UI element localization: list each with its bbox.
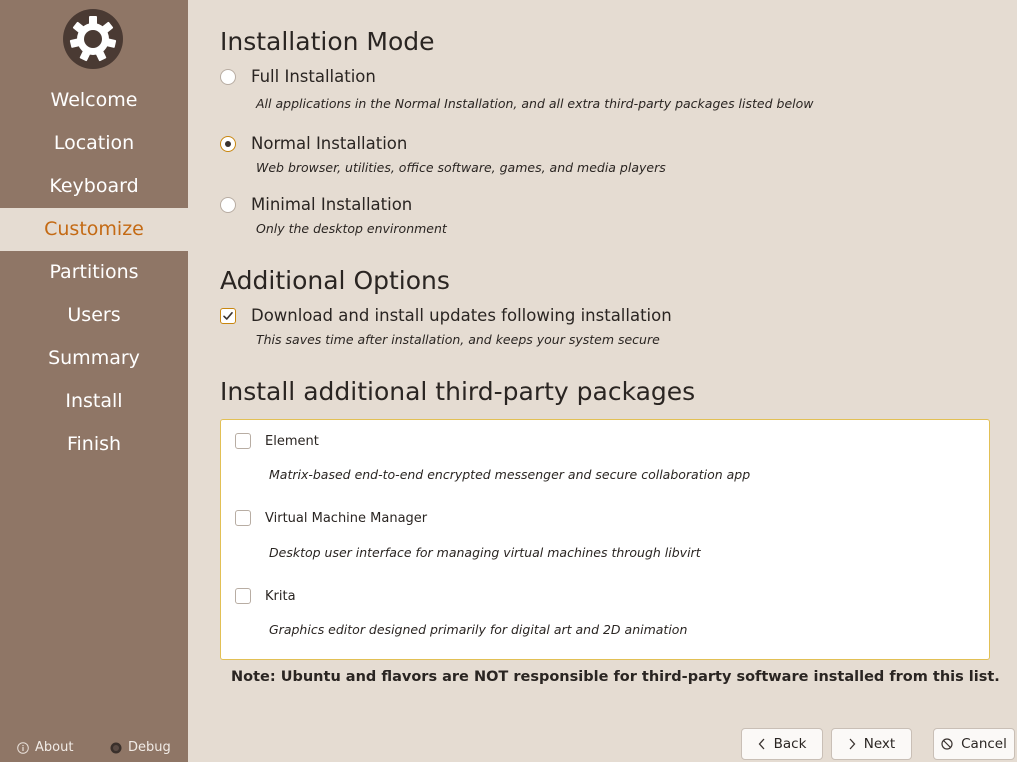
updates-option[interactable] [220, 306, 672, 325]
third-party-heading: Install additional third-party packages [220, 377, 696, 406]
package-element-checkbox[interactable] [235, 433, 251, 449]
minimal-installation-option[interactable] [220, 195, 412, 214]
back-button-label: Back [773, 736, 807, 752]
normal-installation-option[interactable] [220, 134, 407, 153]
updates-checkbox[interactable] [220, 308, 236, 324]
normal-installation-description: Web browser, utilities, office software, games, and media players [256, 160, 666, 175]
package-element-name: Element [265, 433, 319, 449]
package-krita-checkbox[interactable] [235, 588, 251, 604]
cancel-icon [941, 738, 953, 750]
cancel-button[interactable] [933, 728, 1015, 760]
package-virt-manager-description: Desktop user interface for managing virtual machines through libvirt [269, 545, 701, 560]
debug-label: Debug [128, 740, 171, 755]
checkmark-icon [222, 310, 234, 322]
sidebar-item-location[interactable]: Location [53, 132, 135, 154]
next-button[interactable] [831, 728, 912, 760]
updates-description: This saves time after installation, and keeps your system secure [256, 332, 660, 347]
about-button[interactable] [17, 740, 73, 755]
minimal-installation-description: Only the desktop environment [256, 221, 447, 236]
third-party-package-list [220, 419, 990, 660]
minimal-installation-radio[interactable] [220, 197, 236, 213]
updates-label: Download and install updates following installation [251, 306, 672, 325]
package-element[interactable] [235, 433, 319, 449]
normal-installation-label: Normal Installation [251, 134, 408, 153]
package-virt-manager-name: Virtual Machine Manager [265, 510, 428, 526]
main-content [188, 0, 1017, 762]
full-installation-option[interactable] [220, 67, 376, 86]
full-installation-description: All applications in the Normal Installation, and all extra third-party packages listed below [256, 96, 814, 111]
sidebar-footer [0, 740, 188, 760]
full-installation-label: Full Installation [251, 67, 376, 86]
cancel-button-label: Cancel [961, 736, 1007, 752]
back-button[interactable] [741, 728, 823, 760]
about-label: About [35, 740, 74, 755]
chevron-left-icon [758, 738, 766, 750]
sidebar-item-keyboard[interactable]: Keyboard [49, 175, 139, 197]
debug-button[interactable] [110, 740, 171, 755]
sidebar-item-summary[interactable]: Summary [48, 347, 140, 369]
installer-logo-icon [63, 9, 123, 69]
additional-options-heading: Additional Options [220, 266, 450, 295]
normal-installation-radio[interactable] [220, 136, 236, 152]
package-krita-description: Graphics editor designed primarily for digital art and 2D animation [269, 622, 688, 637]
info-icon [17, 742, 29, 754]
package-element-description: Matrix-based end-to-end encrypted messenger and secure collaboration app [269, 467, 751, 482]
third-party-note: Note: Ubuntu and flavors are NOT responsible for third-party software installed from this list. [231, 669, 1000, 685]
installation-mode-heading: Installation Mode [220, 27, 435, 56]
package-krita-name: Krita [265, 588, 296, 604]
sidebar-item-partitions[interactable]: Partitions [49, 261, 139, 283]
minimal-installation-label: Minimal Installation [251, 195, 413, 214]
sidebar-nav [0, 79, 188, 466]
sidebar-item-install[interactable]: Install [65, 390, 123, 412]
sidebar-item-finish[interactable]: Finish [66, 433, 122, 455]
package-virt-manager[interactable] [235, 510, 427, 526]
package-krita[interactable] [235, 588, 296, 604]
package-virt-manager-checkbox[interactable] [235, 510, 251, 526]
chevron-right-icon [848, 738, 856, 750]
next-button-label: Next [863, 736, 896, 752]
sidebar-item-customize[interactable]: Customize [0, 208, 188, 251]
sidebar-item-users[interactable]: Users [67, 304, 121, 326]
sidebar [0, 0, 188, 762]
full-installation-radio[interactable] [220, 69, 236, 85]
sidebar-item-welcome[interactable]: Welcome [50, 89, 138, 111]
bug-icon [110, 742, 122, 754]
